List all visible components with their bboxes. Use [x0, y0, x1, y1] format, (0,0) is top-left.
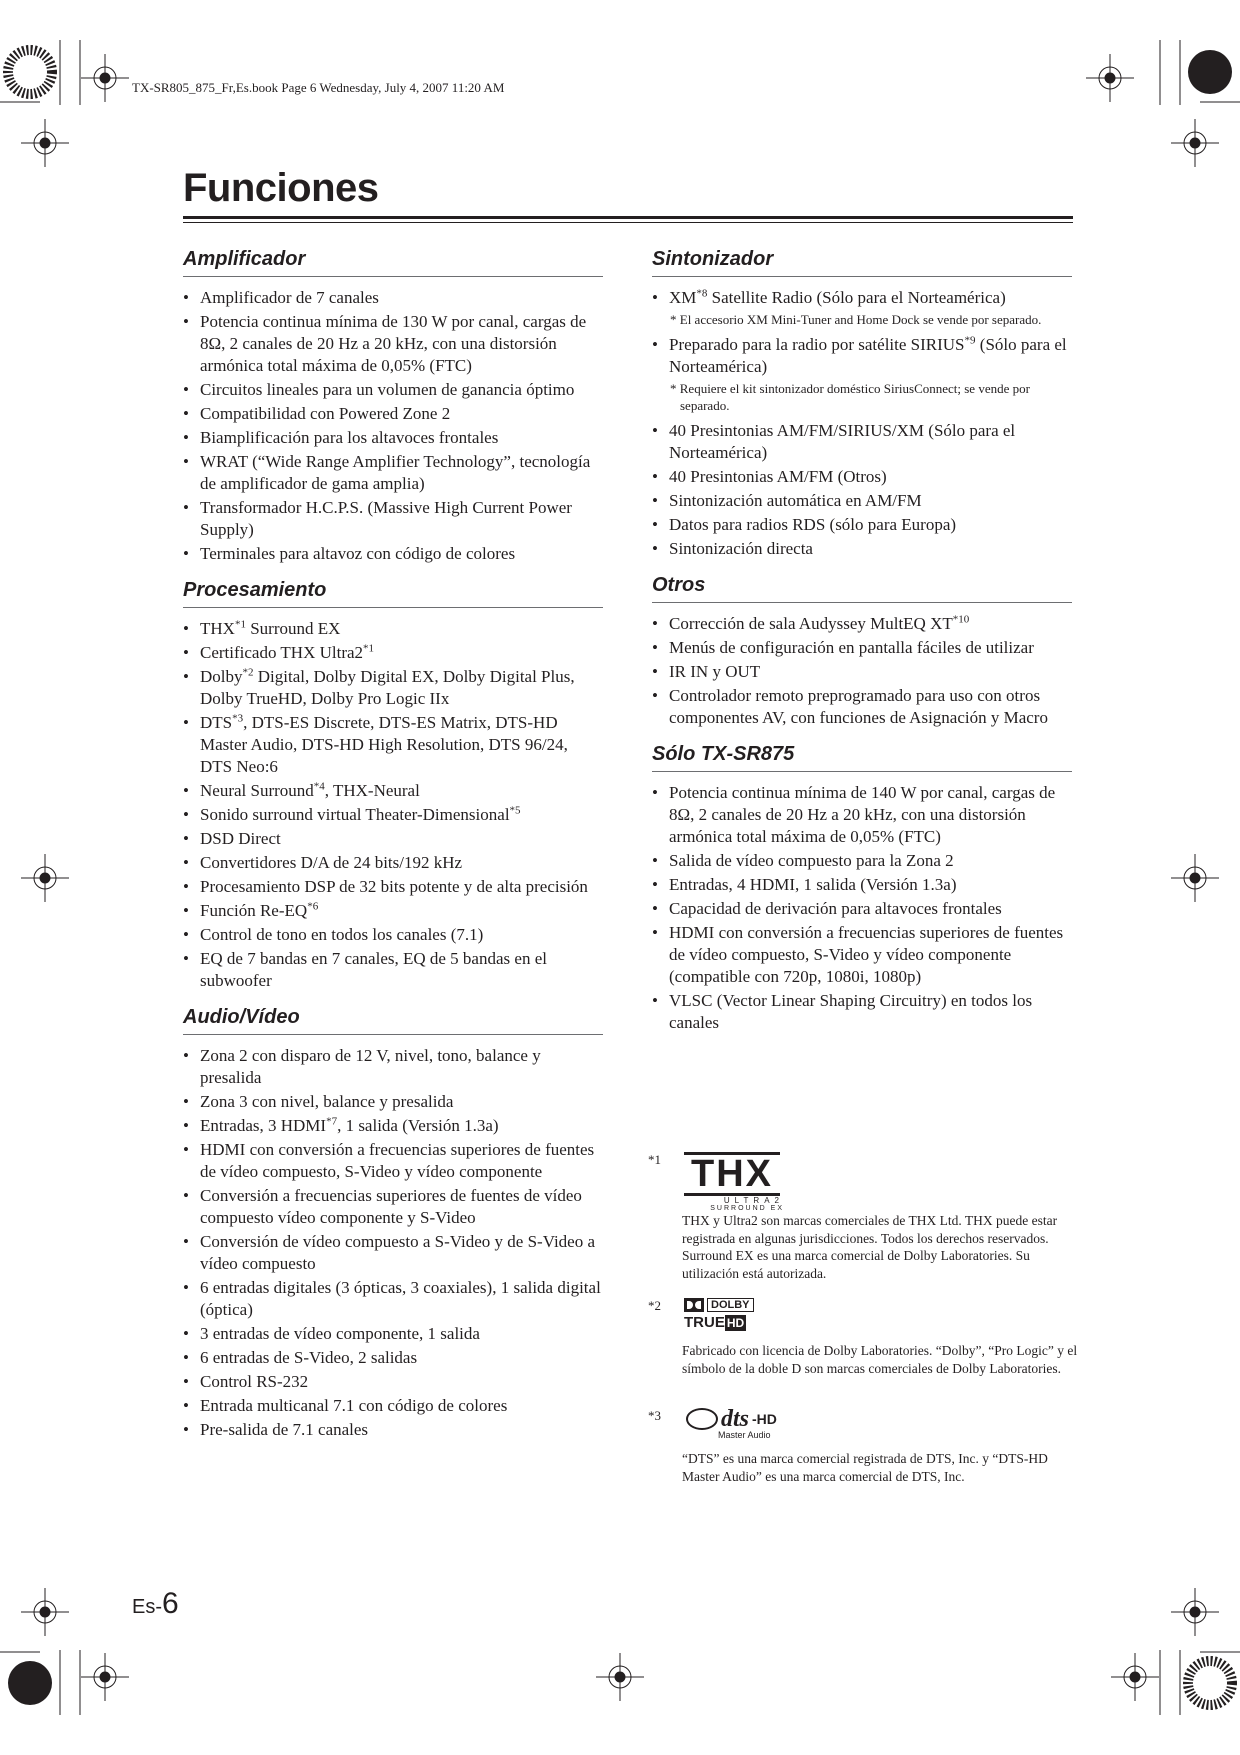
footnote-mark: *1: [648, 1152, 661, 1167]
list-item: • Entradas, 4 HDMI, 1 salida (Versión 1.3a): [652, 874, 1072, 896]
title-rule: [183, 216, 1073, 219]
list-item: • HDMI con conversión a frecuencias superiores de fuentes de vídeo compuesto, S-Video y vídeo componente (compatible con 720p, 1080i, 1080p): [652, 922, 1072, 988]
audio-video-list: [183, 1045, 603, 1441]
section-heading-otros: Otros: [652, 574, 1072, 603]
list-item: • Amplificador de 7 canales: [183, 287, 603, 309]
list-item: • IR IN y OUT: [652, 661, 1072, 683]
dts-logo: dts -HD Master Audio: [686, 1408, 806, 1448]
section-heading-sintonizador: Sintonizador: [652, 248, 1072, 277]
list-item: • Entradas, 3 HDMI$^{*7}$, 1 salida (Versión 1.3a): [183, 1115, 603, 1137]
sintonizador-list: [652, 287, 1072, 309]
list-item: • Potencia continua mínima de 140 W por canal, cargas de 8Ω, 2 canales de 20 Hz a 20 kHz, con una distorsión armónica total máxima de 0,05% (FTC): [652, 782, 1072, 848]
dolby-logo: DOLBY TRUE HD: [684, 1298, 774, 1336]
footnote-thx: [650, 1152, 1080, 1282]
tuner-list: [652, 420, 1072, 560]
right-column: [652, 248, 1072, 1036]
list-item: • Zona 2 con disparo de 12 V, nivel, tono, balance y presalida: [183, 1045, 603, 1089]
list-item: • Función Re-EQ$^{*6}$: [183, 900, 603, 922]
list-item: • Circuitos lineales para un volumen de ganancia óptimo: [183, 379, 603, 401]
list-item: • Sonido surround virtual Theater-Dimensional$^{*5}$: [183, 804, 603, 826]
title-rule-thin: [183, 222, 1073, 223]
list-item: • Procesamiento DSP de 32 bits potente y de alta precisión: [183, 876, 603, 898]
procesamiento-list: [183, 618, 603, 992]
footnote-text: Fabricado con licencia de Dolby Laboratories. “Dolby”, “Pro Logic” y el símbolo de la doble D son marcas comerciales de Dolby Laboratories.: [682, 1343, 1078, 1376]
xm-note: * El accesorio XM Mini-Tuner and Home Dock se vende por separado.: [670, 312, 1042, 327]
footnote-mark: *3: [648, 1408, 661, 1423]
list-item: • Conversión a frecuencias superiores de fuentes de vídeo compuesto vídeo componente y S-Video: [183, 1185, 603, 1229]
list-item: • 6 entradas digitales (3 ópticas, 3 coaxiales), 1 salida digital (óptica): [183, 1277, 603, 1321]
footnote-mark: *2: [648, 1298, 661, 1313]
list-item: • VLSC (Vector Linear Shaping Circuitry) en todos los canales: [652, 990, 1072, 1034]
section-heading-procesamiento: Procesamiento: [183, 579, 603, 608]
list-item: • Biamplificación para los altavoces frontales: [183, 427, 603, 449]
footnote-dolby: [650, 1298, 1080, 1377]
list-item: • EQ de 7 bandas en 7 canales, EQ de 5 bandas en el subwoofer: [183, 948, 603, 992]
list-item: • Zona 3 con nivel, balance y presalida: [183, 1091, 603, 1113]
section-heading-solo-tx-sr875: Sólo TX-SR875: [652, 743, 1072, 772]
list-item: • Neural Surround$^{*4}$, THX-Neural: [183, 780, 603, 802]
list-item: • Salida de vídeo compuesto para la Zona 2: [652, 850, 1072, 872]
list-item: • Dolby$^{*2}$ Digital, Dolby Digital EX, Dolby Digital Plus, Dolby TrueHD, Dolby Pro Logic IIx: [183, 666, 603, 710]
list-item: • Terminales para altavoz con código de colores: [183, 543, 603, 565]
otros-list: [652, 613, 1072, 729]
list-item: • Sintonización automática en AM/FM: [652, 490, 1072, 512]
sirius-note: * Requiere el kit sintonizador doméstico SiriusConnect; se vende por separado.: [670, 381, 1030, 413]
list-item: • 6 entradas de S-Video, 2 salidas: [183, 1347, 603, 1369]
list-item: • 3 entradas de vídeo componente, 1 salida: [183, 1323, 603, 1345]
list-item: • Control de tono en todos los canales (7.1): [183, 924, 603, 946]
amplificador-list: [183, 287, 603, 565]
list-item: • Potencia continua mínima de 130 W por canal, cargas de 8Ω, 2 canales de 20 Hz a 20 kHz, con una distorsión armónica total máxima de 0,05% (FTC): [183, 311, 603, 377]
list-item: • 40 Presintonias AM/FM (Otros): [652, 466, 1072, 488]
left-column: [183, 248, 603, 1443]
list-item: • Corrección de sala Audyssey MultEQ XT$^{*10}$: [652, 613, 1072, 635]
section-heading-amplificador: Amplificador: [183, 248, 603, 277]
list-item: • Convertidores D/A de 24 bits/192 kHz: [183, 852, 603, 874]
list-item: • DSD Direct: [183, 828, 603, 850]
page-number: Es-6: [132, 1587, 179, 1620]
list-item: • WRAT (“Wide Range Amplifier Technology”, tecnología de amplificador de gama amplia): [183, 451, 603, 495]
footnote-text: “DTS” es una marca comercial registrada de DTS, Inc. y “DTS-HD Master Audio” es una marca comercial de DTS, Inc.: [682, 1451, 1048, 1484]
list-item: • XM$^{*8}$ Satellite Radio (Sólo para el Norteamérica): [652, 287, 1072, 309]
list-item: • Transformador H.C.P.S. (Massive High Current Power Supply): [183, 497, 603, 541]
list-item: • HDMI con conversión a frecuencias superiores de fuentes de vídeo compuesto, S-Video y vídeo componente: [183, 1139, 603, 1183]
list-item: • Sintonización directa: [652, 538, 1072, 560]
list-item: • Controlador remoto preprogramado para uso con otros componentes AV, con funciones de Asignación y Macro: [652, 685, 1072, 729]
footnote-dts: [650, 1408, 1080, 1485]
list-item: • Preparado para la radio por satélite SIRIUS$^{*9}$ (Sólo para el Norteamérica): [652, 334, 1072, 378]
section-heading-audio-video: Audio/Vídeo: [183, 1006, 603, 1035]
footnote-text: THX y Ultra2 son marcas comerciales de THX Ltd. THX puede estar registrada en algunas jurisdicciones. Todos los derechos reservados. Surround EX es una marca comercial de Dolby Laboratories. Su utilización está autorizada.: [682, 1213, 1058, 1281]
sirius-list: [652, 334, 1072, 378]
list-item: • Datos para radios RDS (sólo para Europa): [652, 514, 1072, 536]
list-item: • Capacidad de derivación para altavoces frontales: [652, 898, 1072, 920]
list-item: • DTS$^{*3}$, DTS-ES Discrete, DTS-ES Matrix, DTS-HD Master Audio, DTS-HD High Resolution, DTS 96/24, DTS Neo:6: [183, 712, 603, 778]
list-item: • 40 Presintonias AM/FM/SIRIUS/XM (Sólo para el Norteamérica): [652, 420, 1072, 464]
list-item: • Entrada multicanal 7.1 con código de colores: [183, 1395, 603, 1417]
list-item: • THX$^{*1}$ Surround EX: [183, 618, 603, 640]
double-d-icon: [684, 1298, 704, 1312]
solo-list: [652, 782, 1072, 1034]
list-item: • Compatibilidad con Powered Zone 2: [183, 403, 603, 425]
page-title: Funciones: [183, 166, 379, 210]
list-item: • Certificado THX Ultra2$^{*1}$: [183, 642, 603, 664]
list-item: • Conversión de vídeo compuesto a S-Video y de S-Video a vídeo compuesto: [183, 1231, 603, 1275]
list-item: • Control RS-232: [183, 1371, 603, 1393]
thx-logo: THX ULTRA2 SURROUND EX: [684, 1152, 784, 1208]
book-header: TX-SR805_875_Fr,Es.book Page 6 Wednesday, July 4, 2007 11:20 AM: [132, 80, 505, 95]
dts-swirl-icon: [686, 1408, 718, 1430]
list-item: • Menús de configuración en pantalla fáciles de utilizar: [652, 637, 1072, 659]
list-item: • Pre-salida de 7.1 canales: [183, 1419, 603, 1441]
